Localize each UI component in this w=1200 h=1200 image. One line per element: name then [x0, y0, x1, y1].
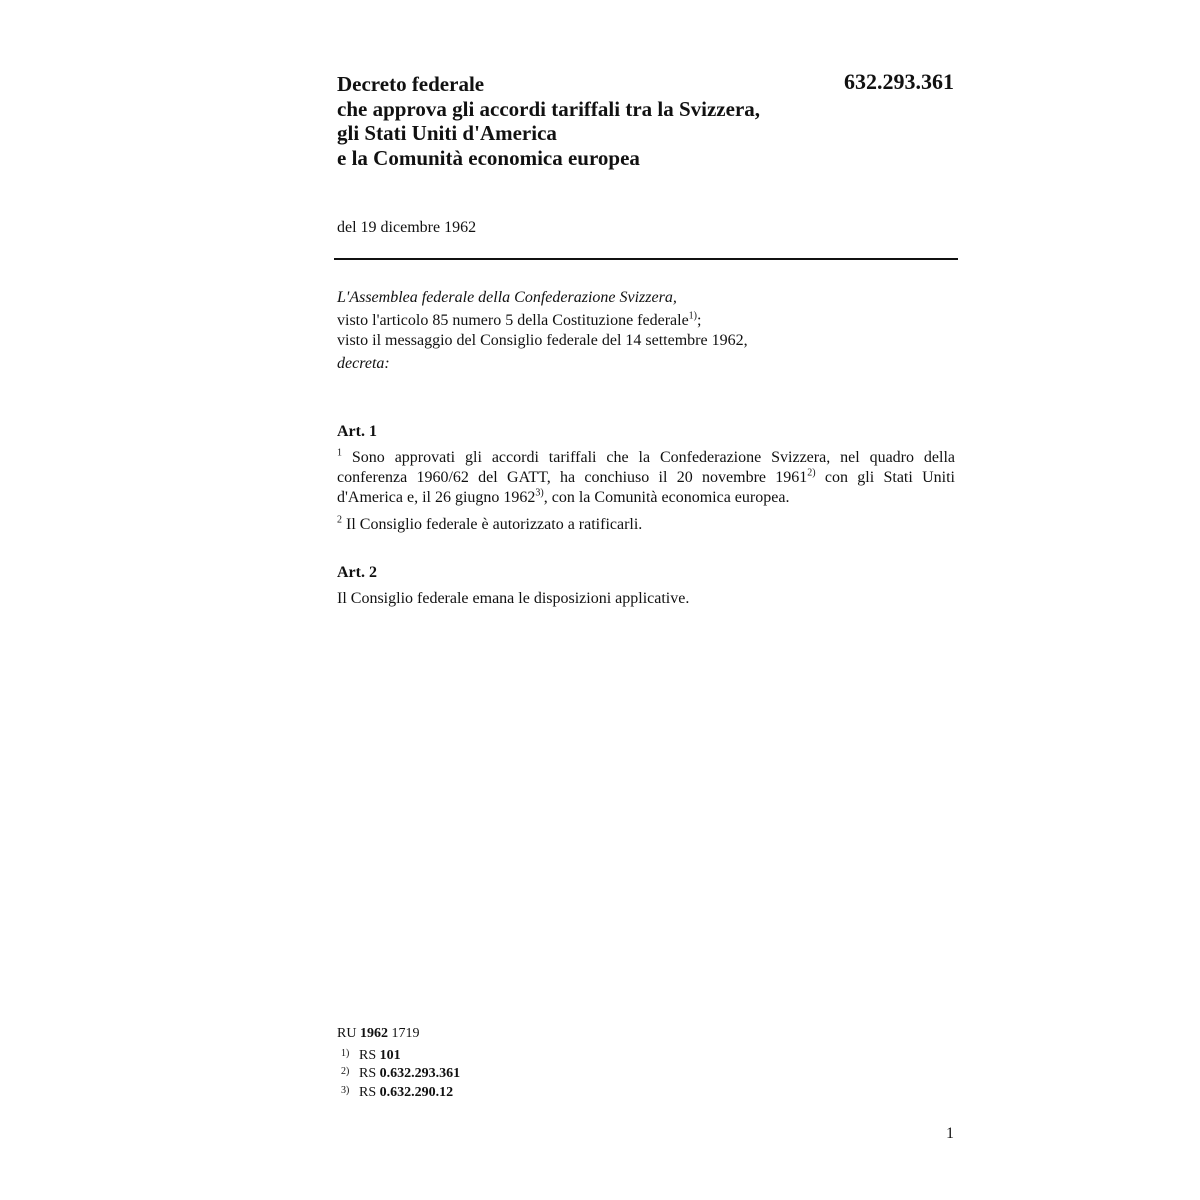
article-heading: Art. 1: [337, 423, 377, 440]
ref-year: 1962: [359, 1026, 388, 1041]
preamble-punctuation: ;: [697, 312, 702, 329]
paragraph-text: Il Consiglio federale è autorizzato a ratificarli.: [342, 516, 643, 533]
title-line: Decreto federale: [337, 72, 485, 96]
article-heading: Art. 2: [337, 564, 377, 581]
footnote-ref: 101: [379, 1047, 401, 1063]
footnote-number: 1): [341, 1047, 350, 1059]
footnote-ref: 0.632.293.361: [379, 1066, 461, 1081]
title-line: che approva gli accordi tariffali tra la Svizzera,: [337, 96, 761, 121]
footnote-number: 3): [341, 1084, 350, 1096]
footnote-marker: 1): [688, 310, 698, 322]
ref-prefix: RU: [337, 1026, 357, 1041]
title-line: e la Comunità economica europea: [337, 145, 640, 170]
footnote: [337, 1083, 460, 1102]
preamble-visto-message: visto il messaggio del Consiglio federale del 14 settembre 1962,: [337, 332, 748, 349]
paragraph-number: 2: [337, 514, 342, 526]
paragraph-text: con gli Stati Uniti d'America e, il 26 giugno 1962: [337, 469, 955, 506]
systematic-number: 632.293.361: [844, 69, 954, 94]
horizontal-rule: [334, 258, 958, 260]
footnote-marker: 3): [535, 487, 544, 499]
footnotes: [337, 1026, 460, 1101]
title-line: gli Stati Uniti d'America: [337, 121, 557, 145]
ref-page: 1719: [391, 1026, 420, 1041]
article-1: [337, 422, 955, 535]
footnote: [337, 1046, 460, 1065]
paragraph-number: 1: [337, 447, 342, 459]
page-number: 1: [946, 1125, 954, 1142]
footnote-marker: 2): [807, 467, 816, 479]
footnote-prefix: RS: [359, 1066, 377, 1081]
document-title: [337, 72, 857, 170]
preamble-visto-constitution: [337, 311, 957, 331]
article-2: [337, 563, 955, 609]
article-paragraph: [337, 448, 955, 508]
article-paragraph: Il Consiglio federale emana le disposizioni applicative.: [337, 590, 690, 607]
preamble-decreta: decreta:: [337, 355, 390, 372]
preamble-authority: L'Assemblea federale della Confederazione Svizzera,: [337, 289, 677, 306]
preamble-visto-text: visto l'articolo 85 numero 5 della Costituzione federale: [337, 312, 689, 329]
preamble: [337, 288, 957, 374]
paragraph-text: Sono approvati gli accordi tariffali che la Confederazione Svizzera, nel quadro della conferenza 1960/62 del GATT, ha conchiuso il 20 novembre 1961: [337, 449, 955, 486]
article-paragraph: [337, 515, 955, 535]
footnote-number: 2): [341, 1066, 350, 1077]
footnote-prefix: RS: [359, 1084, 377, 1100]
official-collection-reference: [337, 1026, 460, 1043]
footnote-prefix: RS: [359, 1047, 377, 1063]
footnote-ref: 0.632.290.12: [379, 1084, 454, 1100]
paragraph-text: , con la Comunità economica europea.: [543, 489, 790, 506]
decree-date: del 19 dicembre 1962: [337, 219, 477, 236]
footnote: [337, 1064, 460, 1083]
